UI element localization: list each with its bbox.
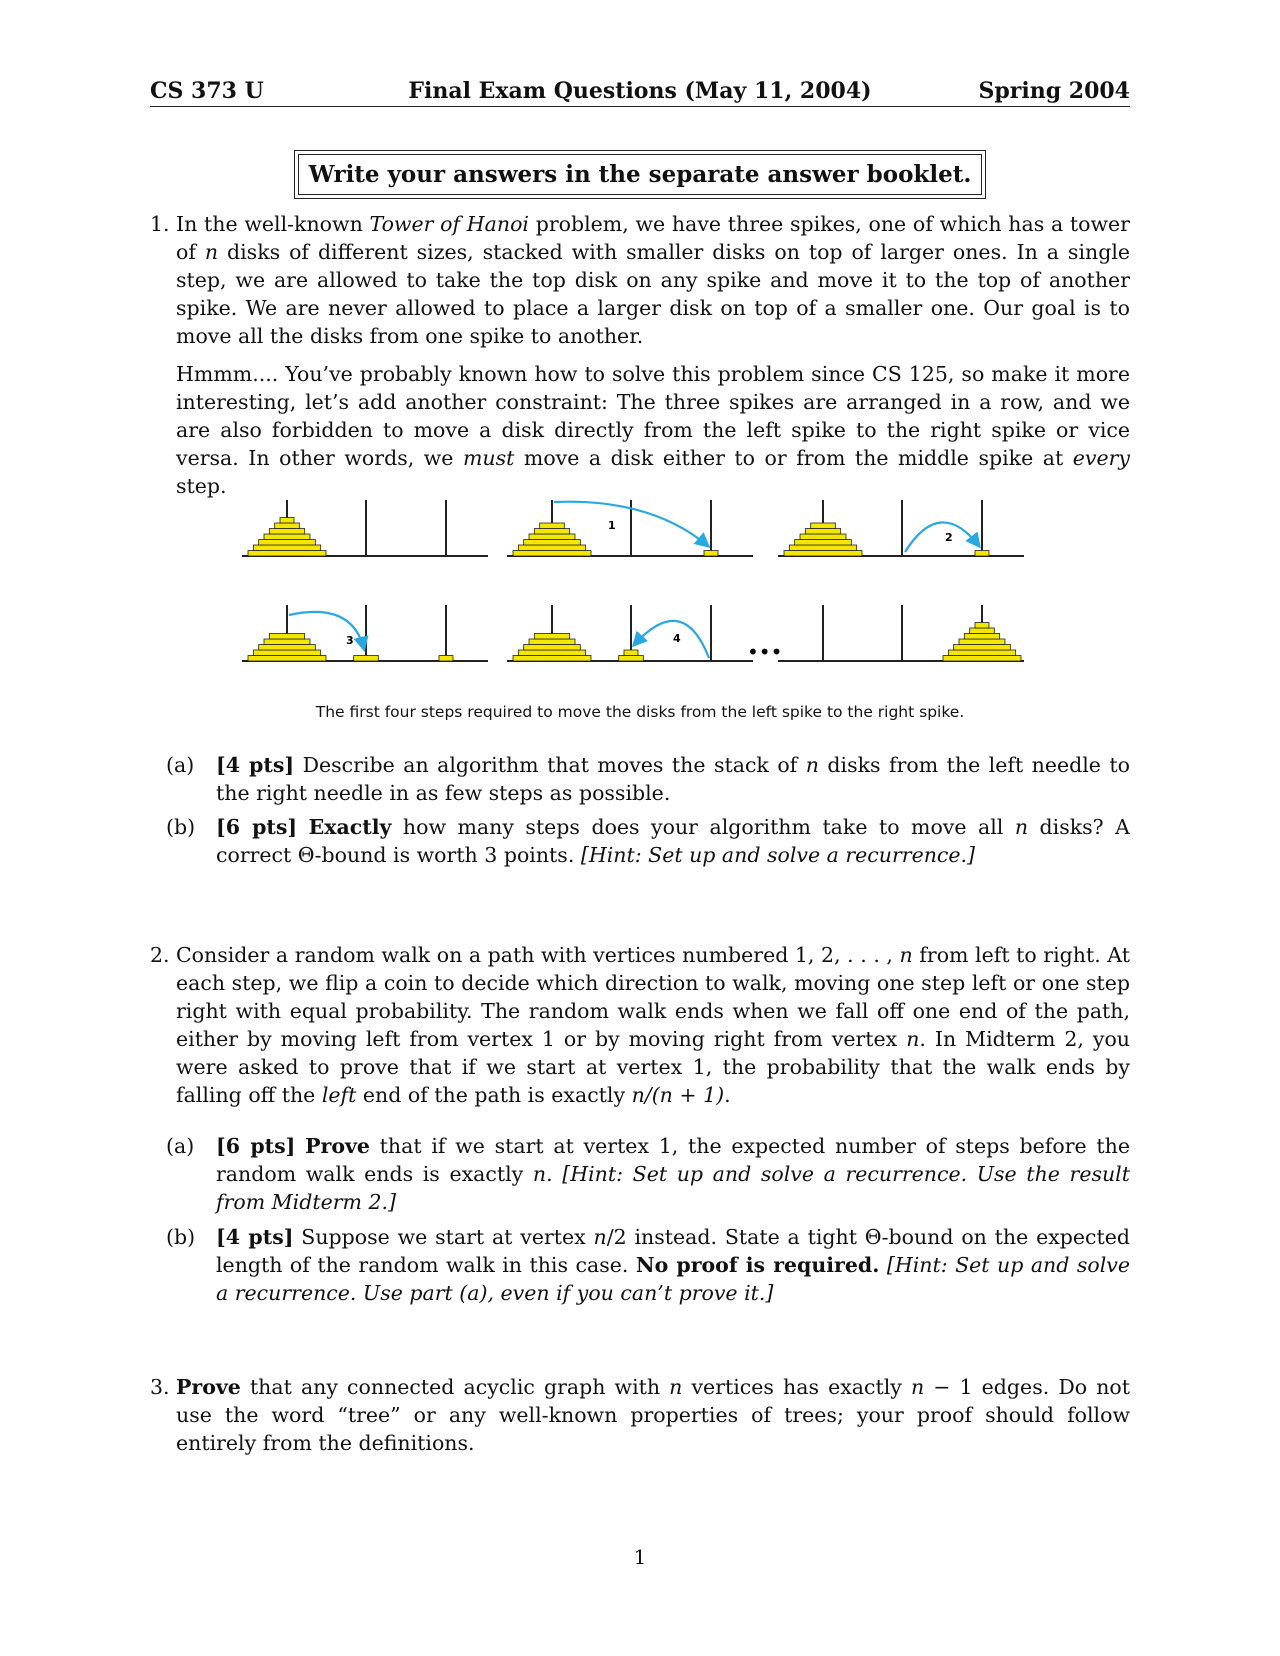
hanoi-disk	[784, 551, 862, 557]
step-label-3: 3	[346, 634, 354, 647]
hanoi-disk	[275, 523, 300, 529]
ellipsis: •••	[747, 640, 783, 664]
question-3	[150, 1373, 1130, 1467]
hanoi-disk	[948, 650, 1015, 656]
question-1-part-b: (b) [6 pts] Exactly how many steps does your algorithm take to move all n disks? A correct Θ-bound is worth 3 points. [Hint: Set up and solve a recurrence.]	[166, 815, 1130, 867]
hanoi-disk	[513, 656, 591, 662]
hanoi-disk	[269, 634, 304, 640]
question-2-part-b: (b) [4 pts] Suppose we start at vertex n/2 instead. State a tight Θ-bound on the expected length of the random walk in this case. No proof is required. [Hint: Set up and solve a recurrence. Use part (a), even if you can’t prove it.]	[166, 1225, 1131, 1305]
hanoi-disk	[529, 639, 575, 645]
hanoi-disk	[789, 545, 856, 551]
hanoi-disk	[943, 656, 1021, 662]
hanoi-disk	[280, 518, 294, 524]
hanoi-disk	[704, 551, 718, 557]
hanoi-disk	[524, 540, 581, 546]
question-3-paragraph: Prove that any connected acyclic graph with n vertices has exactly n − 1 edges. Do not use the word “tree” or any well-known properties of trees; your proof should follow entirely from the definitions.	[176, 1375, 1130, 1455]
question-1-paragraph-1: In the well-known Tower of Hanoi problem, we have three spikes, one of which has a tower of n disks of different sizes, stacked with smaller disks on top of larger ones. In a single step, we are allowed to take the top disk on any spike and move it to the top of another spike. We are never allowed to place a larger disk on top of a smaller one. Our goal is to move all the disks from one spike to another.	[176, 212, 1131, 348]
step-label-4: 4	[673, 632, 681, 645]
hanoi-disk	[534, 634, 569, 640]
hanoi-disk	[529, 534, 575, 540]
page-number: 1	[633, 1545, 647, 1569]
question-1	[150, 210, 1131, 510]
hanoi-disk	[800, 534, 846, 540]
question-number: 2.	[150, 943, 170, 967]
hanoi-disk	[964, 634, 999, 640]
question-number: 3.	[150, 1375, 170, 1399]
hanoi-disk	[513, 551, 591, 557]
page-header	[150, 74, 1130, 107]
hanoi-disk	[540, 523, 565, 529]
question-1-paragraph-2: Hmmm.... You’ve probably known how to solve this problem since CS 125, so make it more interesting, let’s add another constraint: The three spikes are arranged in a row, and we are also forbidden to move a disk directly from the left spike to the right spike or vice versa. In other words, we must move a disk either to or from the middle spike at every step.	[176, 362, 1130, 498]
hanoi-disk	[624, 650, 638, 656]
hanoi-disk	[975, 623, 989, 629]
hanoi-disk	[805, 529, 840, 535]
hanoi-disk	[248, 551, 326, 557]
exam-page	[150, 0, 1130, 1656]
hanoi-disk	[253, 650, 320, 656]
exam-term: Spring 2004	[978, 78, 1130, 104]
question-number: 1.	[150, 212, 170, 236]
hanoi-disk	[619, 656, 644, 662]
hanoi-disk	[524, 645, 581, 651]
instruction-box	[150, 150, 1130, 199]
hanoi-disk	[354, 656, 379, 662]
hanoi-disk	[264, 534, 310, 540]
hanoi-disk	[439, 656, 453, 662]
hanoi-disk	[253, 545, 320, 551]
move-arrow-4	[634, 621, 709, 658]
question-1-part-a: (a) [4 pts] Describe an algorithm that moves the stack of n disks from the left needle to the right needle in as few steps as possible.	[166, 753, 1130, 805]
hanoi-disk	[954, 645, 1011, 651]
hanoi-disk	[970, 628, 995, 634]
hanoi-disk	[795, 540, 852, 546]
hanoi-disk	[264, 639, 310, 645]
hanoi-disk	[259, 540, 316, 546]
hanoi-disk	[811, 523, 836, 529]
hanoi-disk	[518, 545, 585, 551]
hanoi-disk	[975, 551, 989, 557]
course-code: CS 373 U	[150, 78, 264, 104]
question-2-part-a: (a) [6 pts] Prove that if we start at vertex 1, the expected number of steps before the random walk ends is exactly n. [Hint: Set up and solve a recurrence. Use the result from Midterm 2.]	[166, 1134, 1130, 1214]
step-label-1: 1	[608, 519, 616, 532]
figure-caption: The first four steps required to move the disks from the left spike to the right spike.	[315, 703, 965, 721]
hanoi-disk	[959, 639, 1005, 645]
hanoi-disk	[259, 645, 316, 651]
question-2	[150, 941, 1130, 1119]
instruction-text: Write your answers in the separate answer booklet.	[298, 154, 983, 195]
hanoi-disk	[248, 656, 326, 662]
step-label-2: 2	[945, 531, 953, 544]
hanoi-disk	[534, 529, 569, 535]
question-2-paragraph: Consider a random walk on a path with vertices numbered 1, 2, . . . , n from left to right. At each step, we flip a coin to decide which direction to walk, moving one step left or one step right with equal probability. The random walk ends when we fall off one end of the path, either by moving left from vertex 1 or by moving right from vertex n. In Midterm 2, you were asked to prove that if we start at vertex 1, the probability that the walk ends by falling off the left end of the path is exactly n/(n + 1).	[176, 943, 1130, 1107]
hanoi-disk	[518, 650, 585, 656]
move-arrow-2	[905, 522, 979, 552]
hanoi-disk	[269, 529, 304, 535]
exam-title: Final Exam Questions (May 11, 2004)	[408, 78, 872, 104]
